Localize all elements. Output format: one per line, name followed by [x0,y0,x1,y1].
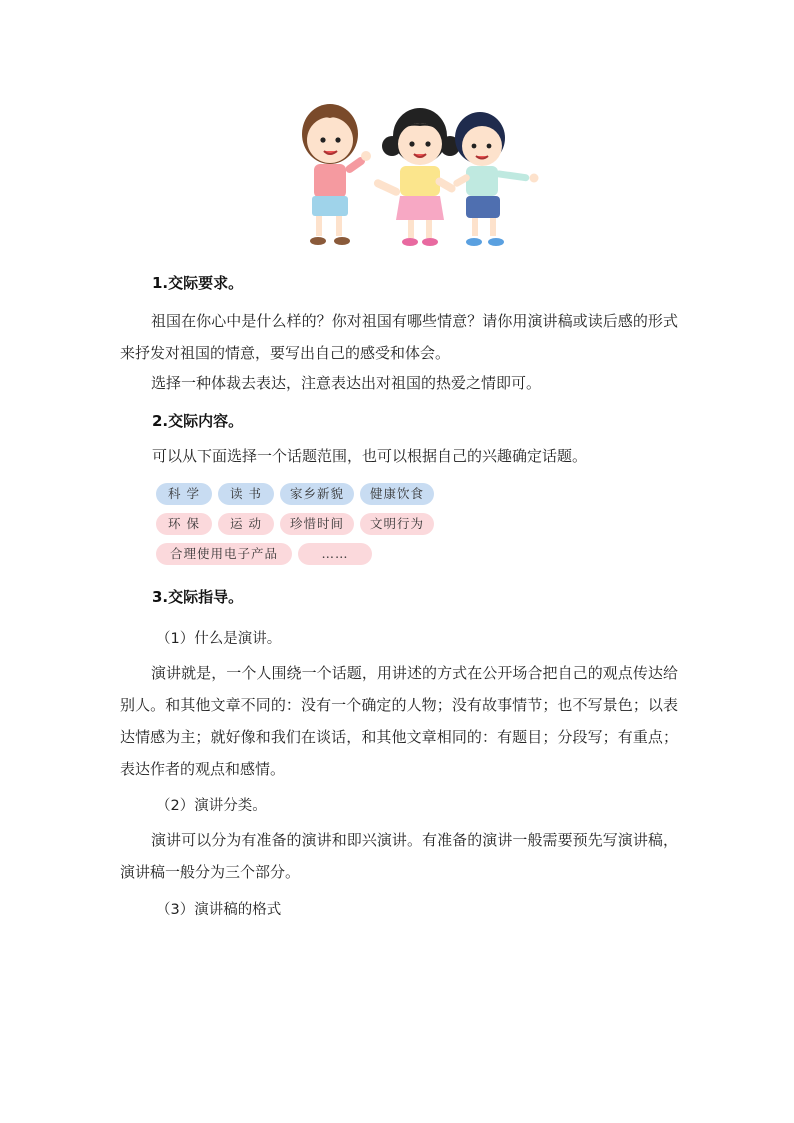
section-3-heading: 3.交际指导。 [152,588,244,606]
section-2-intro: 可以从下面选择一个话题范围，也可以根据自己的兴趣确定话题。 [152,447,588,465]
section-1-paragraph-2: 选择一种体裁去表达，注意表达出对祖国的热爱之情即可。 [151,374,542,392]
topic-tags-row-1 [156,483,434,505]
topic-tag: 家乡新貌 [280,483,354,505]
topic-tag: 文明行为 [360,513,434,535]
topic-tag: 珍惜时间 [280,513,354,535]
girl-yellow-shirt-figure [373,108,460,246]
topic-tag: 运 动 [218,513,274,535]
boy-teal-shirt-figure [452,112,539,246]
topic-tag: 健康饮食 [360,483,434,505]
subheading-speech-format: （3）演讲稿的格式 [156,902,282,918]
subheading-what-is-speech: （1）什么是演讲。 [156,631,282,647]
topic-tag: 合理使用电子产品 [156,543,292,565]
speech-types-paragraph: 演讲可以分为有准备的演讲和即兴演讲。有准备的演讲一般需要预先写演讲稿，演讲稿一般分为三个部分。 [120,831,678,881]
topic-tag: 读 书 [218,483,274,505]
topic-tag: …… [298,543,372,565]
topic-tag: 科 学 [156,483,212,505]
subheading-speech-types: （2）演讲分类。 [156,798,267,814]
topic-tag: 环 保 [156,513,212,535]
section-1-paragraph-1: 祖国在你心中是什么样的？你对祖国有哪些情意？请你用演讲稿或读后感的形式来抒发对祖国的情意，要写出自己的感受和体会。 [120,312,678,362]
topic-tags-row-2 [156,513,434,535]
section-1-heading: 1.交际要求。 [152,274,244,292]
speech-definition-paragraph: 演讲就是，一个人围绕一个话题，用讲述的方式在公开场合把自己的观点传达给别人。和其他文章不同的：没有一个确定的人物；没有故事情节；也不写景色；以表达情感为主；就好像和我们在谈话，和其他文章相同的：有题目；分段写；有重点；表达作者的观点和感情。 [120,664,678,778]
boy-pink-shirt-figure [302,104,371,245]
topic-tags-row-3 [156,543,372,565]
section-2-heading: 2.交际内容。 [152,412,244,430]
three-children-illustration [292,96,542,261]
